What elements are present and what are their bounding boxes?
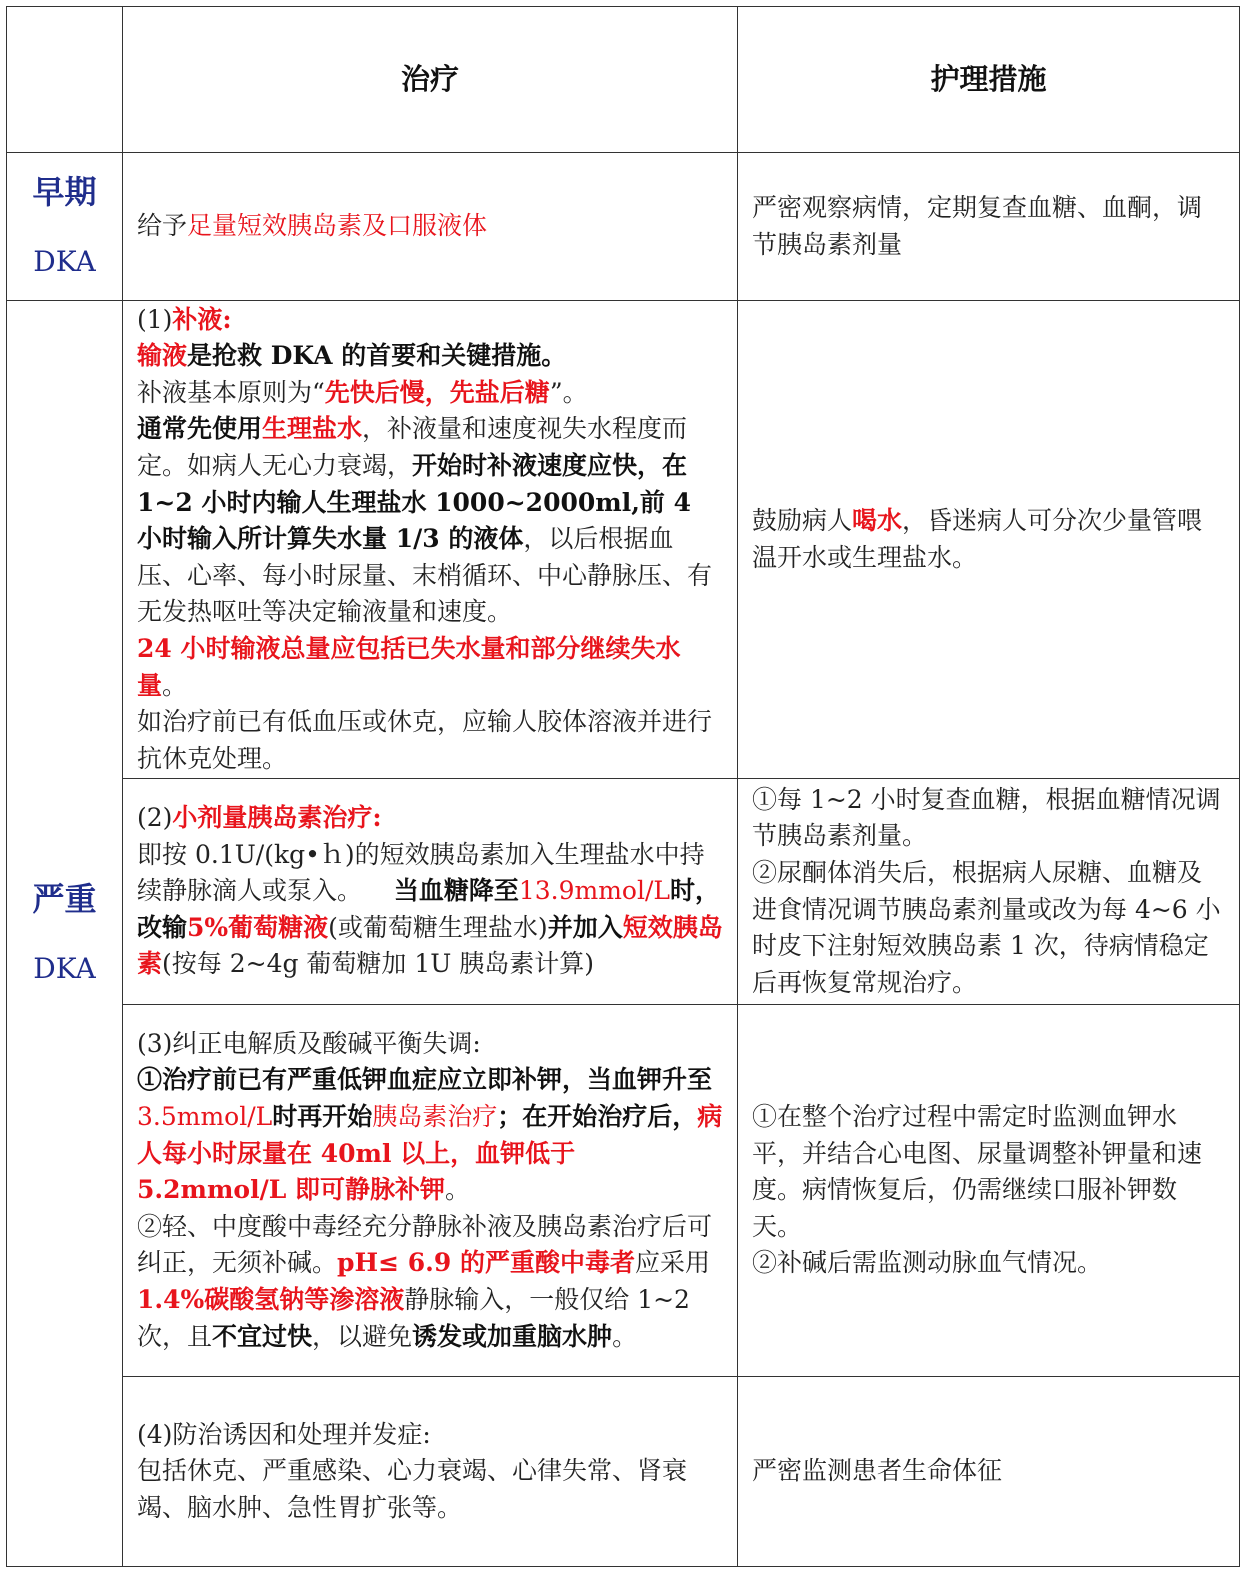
insulin-nursing-1: ①每 1~2 小时复查血糖，根据血糖情况调节胰岛素剂量。 — [752, 784, 1221, 851]
complication-nursing: 严密监测患者生命体征 — [738, 1377, 1240, 1567]
fluid-treatment — [123, 301, 738, 779]
fluid-line-3: 通常先使用生理盐水，补液量和速度视失水程度而定。如病人无心力衰竭，开始时补液速度应快，在 1~2 小时内输人生理盐水 1000~2000ml,前 4 小时输入所计算失水量 1/3 的液体，以后根据血压、心率、每小时尿量、末梢循环、中心静脉压、有无发热呕吐等决定输液量和速度。 — [137, 414, 713, 627]
fluid-line-5: 如治疗前已有低血压或休克，应输人胶体溶液并进行抗休克处理。 — [137, 707, 713, 773]
stage-early-cn: 早期 — [32, 172, 97, 211]
early-treatment — [123, 153, 738, 301]
insulin-nursing — [738, 779, 1240, 1005]
electrolyte-para-1: ①治疗前已有严重低钾血症应立即补钾，当血钾升至3.5mmol/L时再开始胰岛素治疗；在开始治疗后，病人每小时尿量在 40ml 以上，血钾低于 5.2mmol/L 即可静脉补钾。 — [137, 1065, 723, 1205]
early-treatment-prefix: 给予 — [137, 211, 188, 241]
electrolyte-para-2: ②轻、中度酸中毒经充分静脉补液及胰岛素治疗后可纠正，无须补碱。pH≤ 6.9 的严重酸中毒者应采用1.4%碳酸氢钠等渗溶液静脉输入，一般仅给 1~2 次，且不宜过快，以避免诱发或加重脑水肿。 — [137, 1211, 713, 1351]
stage-severe-en: DKA — [33, 951, 96, 985]
severe-insulin-row — [7, 779, 1240, 1005]
fluid-nursing: 鼓励病人喝水，昏迷病人可分次少量管喂温开水或生理盐水。 — [738, 301, 1240, 779]
early-treatment-highlight: 足量短效胰岛素及口服液体 — [187, 211, 488, 241]
header-nursing: 护理措施 — [738, 7, 1240, 153]
early-row — [7, 153, 1240, 301]
header-row — [7, 7, 1240, 153]
complication-body: 包括休克、严重感染、心力衰竭、心律失常、肾衰竭、脑水肿、急性胃扩张等。 — [137, 1456, 688, 1522]
complication-treatment — [123, 1377, 738, 1567]
insulin-treatment — [123, 779, 738, 1005]
electrolyte-treatment — [123, 1005, 738, 1377]
header-corner-cell — [7, 7, 123, 153]
electrolyte-nursing-2: ②补碱后需监测动脉血气情况。 — [752, 1248, 1103, 1278]
stage-severe-cn: 严重 — [32, 879, 97, 918]
stage-early — [7, 153, 123, 301]
complication-title: (4)防治诱因和处理并发症: — [137, 1419, 431, 1449]
stage-early-en: DKA — [33, 244, 96, 278]
severe-fluid-row — [7, 301, 1240, 779]
insulin-title: (2)小剂量胰岛素治疗: — [137, 803, 382, 833]
severe-complication-row — [7, 1377, 1240, 1567]
fluid-line-1: 输液是抢救 DKA 的首要和关键措施。 — [137, 341, 567, 371]
insulin-text: 即按 0.1U/(kg•ｈ)的短效胰岛素加入生理盐水中持续静脉滴人或泵入。 当血糖降至13.9mmol/L时，改输5%葡萄糖液(或葡萄糖生理盐水)并加入短效胰岛素(按每 2~4g 葡萄糖加 1U 胰岛素计算) — [137, 839, 723, 979]
header-treatment: 治疗 — [123, 7, 738, 153]
early-nursing: 严密观察病情，定期复查血糖、血酮，调节胰岛素剂量 — [738, 153, 1240, 301]
electrolyte-title: (3)纠正电解质及酸碱平衡失调: — [137, 1028, 481, 1058]
insulin-nursing-2: ②尿酮体消失后，根据病人尿糖、血糖及进食情况调节胰岛素剂量或改为每 4~6 小时皮下注射短效胰岛素 1 次，待病情稳定后再恢复常规治疗。 — [752, 857, 1221, 997]
dka-table — [6, 6, 1240, 1567]
fluid-line-4: 24 小时输液总量应包括已失水量和部分继续失水量。 — [137, 633, 681, 700]
stage-severe — [7, 301, 123, 1567]
electrolyte-nursing-1: ①在整个治疗过程中需定时监测血钾水平，并结合心电图、尿量调整补钾量和速度。病情恢复后，仍需继续口服补钾数天。 — [752, 1102, 1203, 1241]
severe-electrolyte-row — [7, 1005, 1240, 1377]
fluid-title: (1)补液: — [137, 304, 232, 334]
fluid-line-2: 补液基本原则为“先快后慢，先盐后糖”。 — [137, 377, 588, 407]
electrolyte-nursing — [738, 1005, 1240, 1377]
